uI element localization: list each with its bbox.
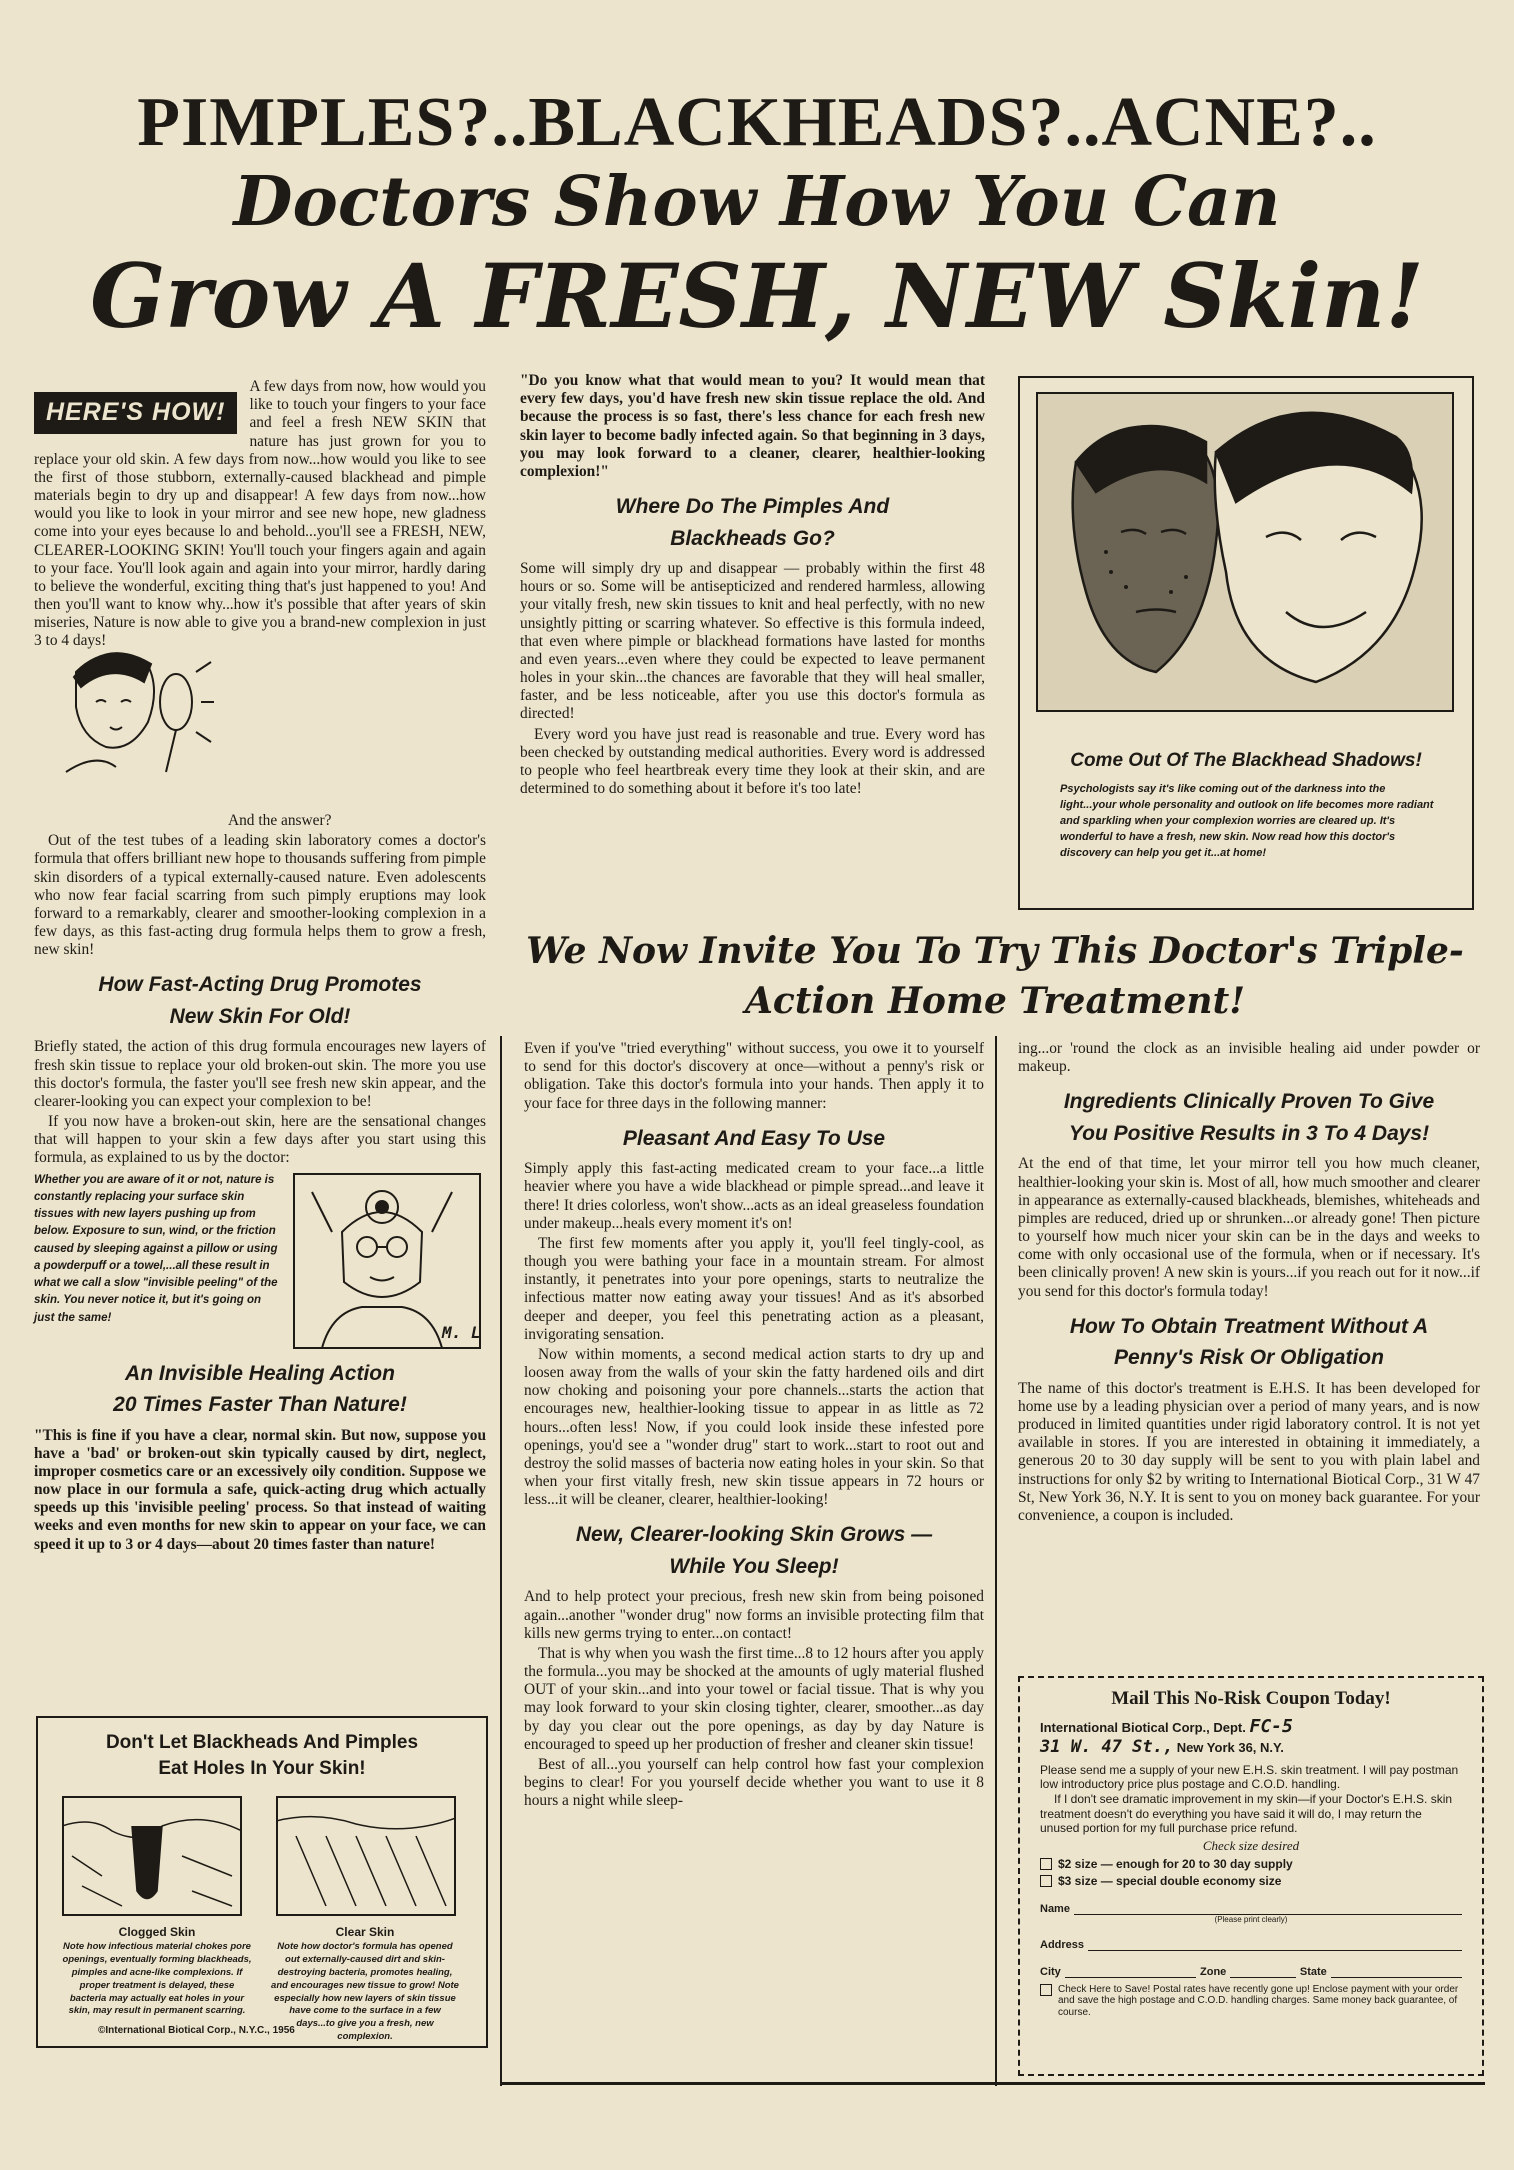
checkbox-3-dollar[interactable] [1040, 1875, 1052, 1887]
option-3-dollar[interactable]: $3 size — special double economy size [1040, 1874, 1462, 1888]
checkbox-save[interactable] [1040, 1984, 1052, 1996]
order-coupon[interactable] [1018, 1676, 1484, 2076]
subhead-obtain-treatment: How To Obtain Treatment Without A Penny's Risk Or Obligation [1069, 1314, 1429, 1370]
city-zone-state-field[interactable]: City Zone State [1040, 1965, 1462, 1978]
column-rule-left [500, 1036, 502, 2086]
doctor-quote: Whether you are aware of it or not, nature is constantly replacing your surface skin tissues with new layers pushing up from below. Exposure to sun, wind, or the friction caused by sleeping against a pillow or using a powderpuff or a towel,...all these result in what we call a slow "invisible peeling" of the skin. You never notice it, but it's going on just the same! [34, 1173, 278, 1324]
left-column-continued [34, 812, 486, 1556]
mean-to-you-paragraph: "Do you know what that would mean to you? It would mean that every few days, you'd have fresh new skin tissue replace the old. And because the process is so fast, there's less chance for each fresh new skin layer to become badly infected again. So that beginning in 3 days, you may look forward to a cleaner, clearer, healthier-looking complexion!" [520, 372, 985, 480]
headline-line-1: PIMPLES?..BLACKHEADS?..ACNE?.. [137, 84, 1377, 161]
doctor-signature: M. L [442, 1322, 481, 1342]
blackhead-shadows-box [1018, 376, 1474, 910]
coupon-address: International Biotical Corp., Dept. FC-5 31 W. 47 St., New York 36, N.Y. [1040, 1715, 1293, 1757]
subhead-where-pimples-go: Where Do The Pimples And Blackheads Go? [615, 495, 890, 550]
subhead-pleasant-easy: Pleasant And Easy To Use [622, 1126, 886, 1150]
wash-paragraph: That is why when you wash the first time...8 to 12 hours after you apply the formula...you may be shocked at the amounts of ugly material flushed OUT of your skin...and into your towel or facial tissue. That is why you may look forward to your skin closing tighter, clearer, smoother...as day by day you clear out the pore openings, as day by day Nature is encouraged to speed up her production of fresher and cleaner skin tissue! [524, 1644, 984, 1753]
tried-everything-paragraph: Even if you've "tried everything" without success, you owe it to yourself to send for this doctor's discovery at once—without a penny's risk or obligation. Take this doctor's formula into your hands. Then apply it to your face for three days in the following manner: [524, 1040, 984, 1112]
clear-skin-text: Note how doctor's formula has opened out externally-caused dirt and skin-destroying bacteria, promotes healing, and encourages new tissue to grow! Note especially how new layers of skin tissue have come to the surface in a few days...to give you a fresh, new complexion. [271, 1941, 459, 2043]
copyright-line: ©International Biotical Corp., N.Y.C., 1956 [98, 2024, 295, 2036]
column-rule-right [995, 1036, 997, 2086]
left-column [34, 378, 486, 653]
headline-line-2: Doctors Show How You Can [233, 162, 1281, 242]
fast-acting-paragraph: Briefly stated, the action of this drug formula encourages new layers of fresh skin tissue to replace your old broken-out skin. The more you use this doctor's formula, the faster you'll see fresh new skin appear, and the clearer-looking you can expect your complexion to be! [34, 1038, 486, 1110]
subhead-invisible-healing: An Invisible Healing Action 20 Times Faster Than Nature! [113, 1361, 407, 1417]
skin-comparison-title: Don't Let Blackheads And Pimples Eat Holes In Your Skin! [105, 1732, 419, 1779]
invite-headline: We Now Invite You To Try This Doctor's Triple- Action Home Treatment! [526, 930, 1464, 1023]
subhead-ingredients: Ingredients Clinically Proven To Give You Positive Results in 3 To 4 Days! [1063, 1090, 1435, 1145]
treatment-column-1 [524, 1040, 984, 1813]
subhead-fast-acting: How Fast-Acting Drug Promotes New Skin For Old! [98, 973, 422, 1028]
address-field[interactable]: Address [1040, 1938, 1462, 1951]
skin-comparison-box [36, 1716, 488, 2048]
intro-paragraph-1: A few days from now, how would you like to touch your fingers to your face and feel a fresh NEW SKIN that nature has just grown for you to replace your old skin. A few days from now...how would you like to see the first of those stubborn, externally-caused blackhead and pimple materials begin to dry up and disappear! A few days from now...how would you like to look in your mirror and see new hope, new gladness come into your eyes because lo and behold...you'll see a FRESH, NEW, CLEARER-LOOKING SKIN! You'll touch your fingers again and again to your face. You'll look again and again into your mirror, hardly daring to believe the wonderful, exciting thing that's just happened to you! And then you'll want to know why...how it's possible that after years of skin miseries, Nature is now able to give you a brand-new complexion in just 3 to 4 days! [34, 378, 486, 650]
clear-skin-diagram [276, 1796, 456, 1916]
intro-paragraph-2: And the answer? [228, 812, 332, 829]
save-note: Check Here to Save! Postal rates have recently gone up! Enclose payment with your order and save the high postage and C.O.D. handling charges. Same money back guarantee, of course. [1058, 1983, 1459, 2018]
coupon-guarantee: If I don't see dramatic improvement in my skin—if your Doctor's E.H.S. skin treatment doesn't do everything you have said it will do, I may return the unused portion for my full purchase price refund. [1040, 1791, 1453, 1836]
heres-how-badge: HERE'S HOW! [34, 392, 237, 434]
save-postage-option[interactable] [1040, 1984, 1462, 2019]
clogged-skin-text: Note how infectious material chokes pore openings, eventually forming blackheads, pimples and acne-like complexions. If proper treatment is delayed, these bacteria may actually eat holes in your skin, may result in permanent scarring. [62, 1941, 252, 2017]
clear-skin-title: Clear Skin [335, 1925, 395, 1939]
round-the-clock-paragraph: ing...or 'round the clock as an invisible healing aid under powder or makeup. [1018, 1040, 1480, 1076]
every-word-paragraph: Every word you have just read is reasonable and true. Every word has been checked by outstanding medical authorities. Every word is addressed to people who feel heartbreak every time they look at their skin, and are determined to do something about it before it's too late! [520, 725, 985, 798]
best-of-all-paragraph: Best of all...you yourself can help control how fast your complexion begins to clear! For you yourself decide whether you want to use it 8 hours a night while sleep- [524, 1756, 984, 1810]
coupon-title: Mail This No-Risk Coupon Today! [1111, 1688, 1391, 1709]
doctor-quote-block [34, 1172, 486, 1350]
coupon-street-handwritten: 31 W. 47 St., [1040, 1736, 1174, 1757]
checkbox-2-dollar[interactable] [1040, 1858, 1052, 1870]
mirror-paragraph: At the end of that time, let your mirror tell you how much cleaner, healthier-looking your skin is. Most of all, how much smoother and clearer in appearance as externally-caused blackheads, blemishes, whiteheads and pimples are reduced, dried up or shrunken...or already gone! Then picture to yourself how much nicer your skin can be in the days and weeks to come with only occasional use of the formula, when or if necessary. It's been clinically proven! A new skin is yours...if you reach out for it now...if you send for this doctor's formula today! [1018, 1155, 1480, 1300]
intro-paragraph-3: Out of the test tubes of a leading skin laboratory comes a doctor's formula that offers brilliant new hope to thousands suffering from pimple skin disorders of a typical externally-caused nature. Even adolescents who now fear facial scarring from such pimply eruptions may look forward to a remarkably, clearer and smoother-looking complexion in a few days, as this fast-acting drug formula helps them to grow a fresh, new skin! [34, 832, 486, 959]
ehs-paragraph: The name of this doctor's treatment is E.H.S. It has been developed for home use by a leading physician over a period of many years, and is now produced in limited quantities under rigid laboratory control. It is not yet available in stores. If you are interested in obtaining it immediately, a generous 20 to 30 day supply will be sent to you with plain label and instructions for only $2 by writing to International Biotical Corp., 31 W 47 St, New York 36, N.Y. It is sent to you on money back guarantee. For your convenience, a coupon is included. [1018, 1379, 1480, 1524]
middle-column-upper [520, 372, 985, 800]
doctor-illustration [292, 1172, 482, 1350]
pimples-go-paragraph: Some will simply dry up and disappear — probably within the first 48 hours or so. Some will be antisepticized and rendered harmless, allowing your vitally fresh, new skin tissues to knit and heal perfectly, with no new unsightly pitting or scarring whatever. So effective is this formula indeed, that even where pimple or blackhead formations have lasted for months and even years...even where they could be expected to leave permanent holes in your skin...the chances are favorable that they will heal smaller, faster, and be less noticeable, after you use this doctor's formula as directed! [520, 560, 985, 723]
headline-line-3: Grow A FRESH, NEW Skin! [90, 244, 1424, 348]
bottom-rule [500, 2082, 1485, 2085]
two-women-illustration [1036, 392, 1454, 712]
apply-paragraph: Simply apply this fast-acting medicated cream to your face...a little heavier where you have a wide blackhead or pimple spread...and leave it there! It dries colorless, won't show...acts as an ideal greaseless foundation under makeup...heals every moment it's on! [524, 1160, 984, 1232]
print-clearly-note: (Please print clearly) [1214, 1914, 1288, 1924]
coupon-body: Please send me a supply of your new E.H.S. skin treatment. I will pay postman low introductory price plus postage and C.O.D. handling. [1040, 1762, 1459, 1792]
check-size-label: Check size desired [1202, 1837, 1300, 1853]
second-action-paragraph: Now within moments, a second medical action starts to dry up and loosen away from the walls of your skin the fatty hardened oils and dirt now choking and poisoning your pore channels...starts the action that encourages new, healthier-looking tissue to appear in as little as 72 hours...often less! Now, if you could look inside these infested pore openings, you'd see a "wonder drug" start to work...start to root out and destroy the solid masses of bacteria now eating holes in your skin. So that when your first vitally fresh, new skin tissue appears in 72 hours or less...it will be cleaner, clearer, healthier-looking! [524, 1345, 984, 1509]
coupon-dept-handwritten: FC-5 [1249, 1715, 1293, 1737]
invisible-healing-paragraph: "This is fine if you have a clear, normal skin. But now, suppose you have a 'bad' or broken-out skin typically caused by dirt, neglect, improper cosmetics care or an excessively oily condition. Suppose we now place in our formula a safe, quick-acting drug which actually speeds up this 'invisible peeling' process. So that instead of waiting weeks and even months for new skin to appear on your face, we can speed it up to 3 or 4 days—about 20 times faster than nature! [34, 1426, 486, 1553]
treatment-column-2 [1018, 1040, 1480, 1527]
first-moments-paragraph: The first few moments after you apply it, you'll feel tingly-cool, as though you were bathing your face in a mountain stream. For almost instantly, it penetrates into your pore openings, starts to neutralize the infectious matter now eating away your tissues! And as it's absorbed deeper and deeper, you feel this penetrating action as a pleasant, invigorating sensation. [524, 1234, 984, 1343]
blackhead-shadows-title: Come Out Of The Blackhead Shadows! [1070, 750, 1422, 771]
blackhead-shadows-caption: Psychologists say it's like coming out of the darkness into the light...your whole personality and outlook on life becomes more radiant and sparkling when your complexion worries are cleared up. It's wonderful to have a fresh, new skin. Now read how this doctor's discovery can help you get it...at home! [1060, 783, 1434, 859]
subhead-while-you-sleep: New, Clearer-looking Skin Grows — While You Sleep! [575, 1523, 933, 1578]
protect-paragraph: And to help protect your precious, fresh new skin from being poisoned again...another "wonder drug" now forms an invisible protecting film that kills new germs trying to enter...on contact! [524, 1588, 984, 1642]
changes-paragraph: If you now have a broken-out skin, here are the sensational changes that will happen to your skin a few days after you start using this formula, as explained to us by the doctor: [34, 1113, 486, 1167]
name-field[interactable]: Name [1040, 1902, 1462, 1915]
clogged-skin-diagram [62, 1796, 242, 1916]
clogged-skin-title: Clogged Skin [118, 1925, 196, 1939]
option-2-dollar[interactable]: $2 size — enough for 20 to 30 day supply [1040, 1857, 1462, 1871]
woman-with-mirror-illustration [36, 632, 216, 802]
